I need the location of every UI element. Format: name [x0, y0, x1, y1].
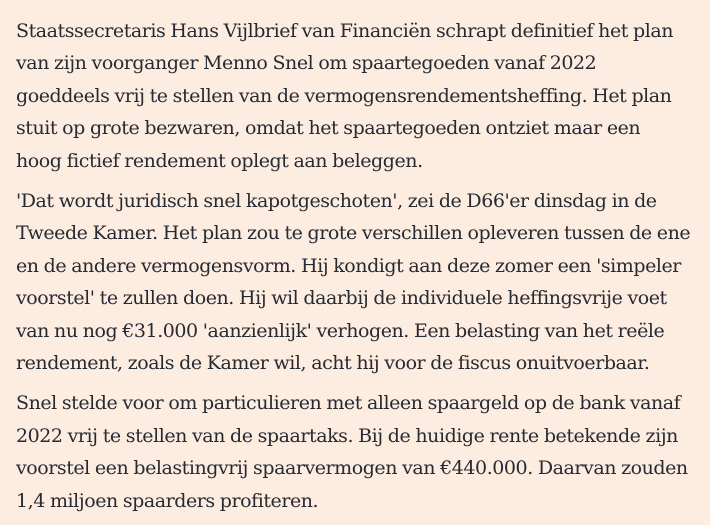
article-body: [16, 15, 708, 525]
paragraph-1: Staatssecretaris Hans Vijlbrief van Financiën schrapt definitief het plan van zijn voorganger Menno Snel om spaartegoeden vanaf 2022 goeddeels vrij te stellen van de vermogensrendementsheffing. Het plan stuit op grote bezwaren, omdat het spaartegoeden ontziet maar een hoog fictief rendement oplegt aan beleggen.: [16, 20, 674, 172]
paragraph-2: 'Dat wordt juridisch snel kapotgeschoten', zei de D66'er dinsdag in de Tweede Kamer. Het plan zou te grote verschillen opleveren tussen de ene en de andere vermogensvorm. Hij kondigt aan deze zomer een 'simpeler voorstel' te zullen doen. Hij wil daarbij de individuele heffingsvrije voet van nu nog €31.000 'aanzienlijk' verhogen. Een belasting van het reële rendement, zoals de Kamer wil, acht hij voor de fiscus onuitvoerbaar.: [16, 190, 691, 375]
paragraph-3: Snel stelde voor om particulieren met alleen spaargeld op de bank vanaf 2022 vrij te stellen van de spaartaks. Bij de huidige rente betekende zijn voorstel een belastingvrij spaarvermogen van €440.000. Daarvan zouden 1,4 miljoen spaarders profiteren.: [16, 392, 688, 512]
